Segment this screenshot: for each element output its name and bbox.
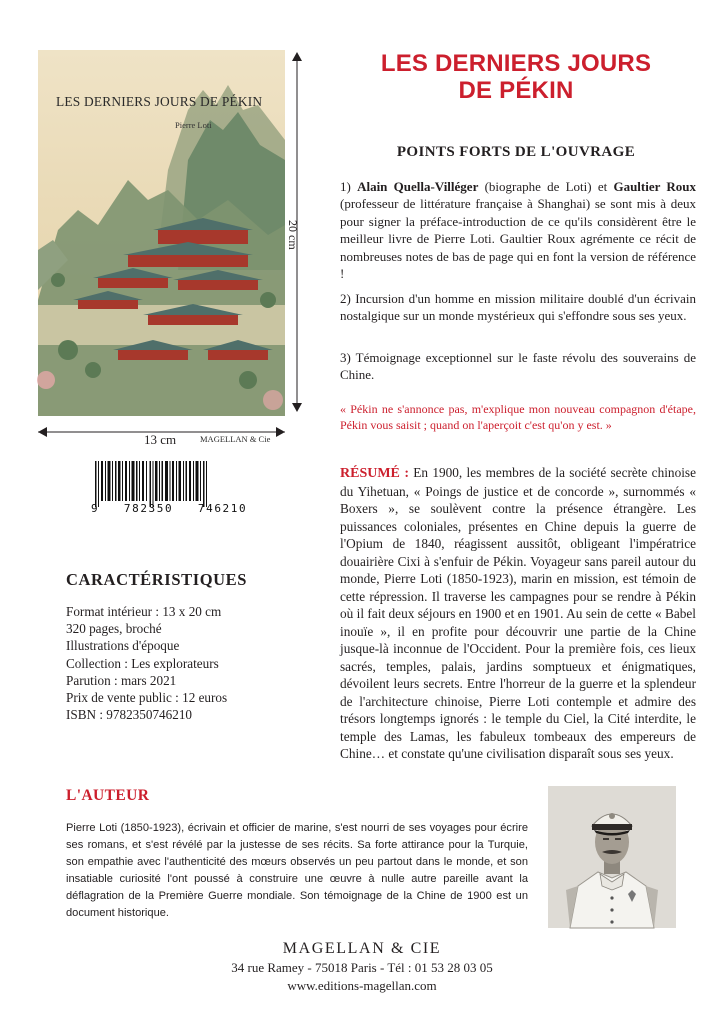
footer-website[interactable]: www.editions-magellan.com — [287, 978, 437, 993]
point1-name2: Gaultier Roux — [613, 179, 696, 194]
book-title-line2: DE PÉKIN — [458, 77, 574, 104]
spec-illustrations: Illustrations d'époque — [66, 638, 180, 654]
book-quote: « Pékin ne s'annonce pas, m'explique mon nouveau compagnon d'étape, Pékin vous saisit ; quand on l'aperçoit c'est qu'on y est. » — [340, 402, 696, 433]
summary-text: En 1900, les membres de la société secrète chinoise du Yihetuan, « Poings de justice et de concorde », surnommés « Boxers », se soulèvent contre la présence étrangère. Les puissances coloniales, présentes en Chine depuis la guerre de l'Opium de 1840, réagissent aussitôt, obligeant l'impératrice douairière Cixi à s'enfuir de Pékin. Voyageur sans pareil autour du monde, Pierre Loti (1850-1923), marin en mission, est témoin de cette répression. Il traverse les campagnes pour se rendre à Pékin où il fait deux séjours en 1900 et en 1901. Au sein de cette « Babel inouïe », il en profite pour découvrir une partie de la Chine jusque-là inconnue de l'Occident. Pour la première fois, ces lieux sacrés, temples, palais, jardins somptueux et énigmatiques, dévoilent leurs secrets. Entre l'horreur de la guerre et la splendeur de l'architecture chinoise, Pierre Loti contemple et admire des trésors longtemps ignorés : le temple du Ciel, la Cité interdite, le temple des Lamas, les fabuleux tombeaux des empereurs de Chine… et constate qu'une civilisation disparaît sous ses yeux. — [340, 465, 696, 761]
author-heading: L'AUTEUR — [66, 787, 150, 804]
point1-mid: (biographe de Loti) et — [478, 179, 614, 194]
cover-publisher: MAGELLAN & Cie — [200, 434, 271, 444]
cover-author: Pierre Loti — [175, 120, 212, 130]
portrait-image — [548, 786, 676, 928]
spec-format: Format intérieur : 13 x 20 cm — [66, 604, 222, 619]
summary-label: RÉSUMÉ : — [340, 466, 410, 481]
spec-release: Parution : mars 2021 — [66, 672, 177, 688]
footer-address: 34 rue Ramey - 75018 Paris - Tél : 01 53 28 03 05 — [231, 960, 493, 975]
spec-collection: Collection : Les explorateurs — [66, 655, 219, 671]
footer-publisher-name: MAGELLAN & CIE — [282, 940, 442, 957]
specs-heading: CARACTÉRISTIQUES — [66, 570, 248, 589]
author-portrait — [548, 786, 676, 928]
spec-price: Prix de vente public : 12 euros — [66, 690, 228, 706]
strengths-heading: POINTS FORTS DE L'OUVRAGE — [396, 144, 636, 160]
point1-rest: (professeur de littérature française à Shanghai) se sont mis à deux pour signer la préface-introduction de ce qu'ils considèrent être le meilleur livre de Pierre Loti. Gaultier Roux agrémente ce récit de nombreuses notes de bas de page qui en font la version de référence ! — [340, 196, 696, 282]
spec-pages: 320 pages, broché — [66, 621, 162, 637]
strength-point-3: 3) Témoignage exceptionnel sur le faste révolu des souverains de Chine. — [340, 350, 696, 383]
specs-list — [66, 603, 227, 723]
summary — [340, 464, 696, 763]
point1-name1: Alain Quella-Villéger — [357, 179, 479, 194]
book-title-line1: LES DERNIERS JOURS — [380, 50, 652, 77]
barcode-digits: 9 782350 746210 — [91, 502, 248, 515]
strength-point-1 — [340, 178, 696, 282]
point1-prefix: 1) — [340, 179, 358, 194]
cover-title: LES DERNIERS JOURS DE PÉKIN — [56, 94, 263, 109]
book-title — [334, 50, 698, 104]
width-label: 13 cm — [144, 432, 177, 447]
author-bio: Pierre Loti (1850-1923), écrivain et officier de marine, s'est nourri de ses voyages pour écrire ses romans, et s'est révélé par la justesse de ses récits. Sa forte attirance pour la Turquie, son empathie avec l'authenticité des mœurs observés un peu partout dans le monde, et son insatiable curiosité l'ont poussé à construire une œuvre à nulle autre pareille avant la déflagration de la Première Guerre mondiale. Son témoignage de la Chine de 1900 est un document historique. — [66, 822, 528, 920]
strength-point-2: 2) Incursion d'un homme en mission militaire doublé d'un écrivain nostalgique sur un monde mystérieux qui s'effondre sous ses yeux. — [340, 291, 696, 324]
height-label: 20 cm — [286, 220, 300, 250]
spec-isbn: ISBN : 9782350746210 — [66, 707, 193, 723]
